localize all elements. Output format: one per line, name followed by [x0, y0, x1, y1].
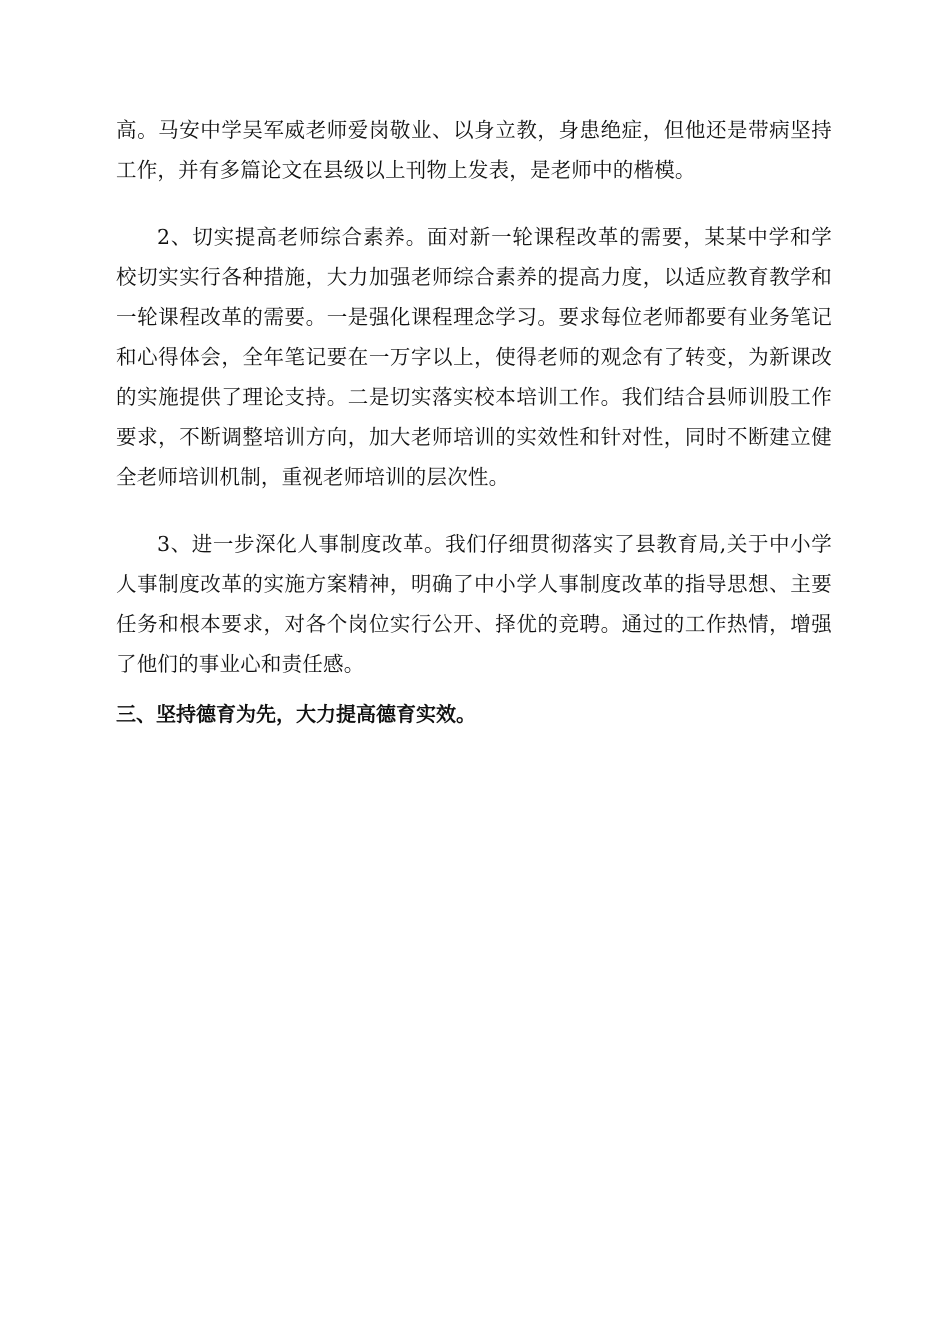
section-heading: 三、坚持德育为先，大力提高德育实效。 [116, 702, 476, 726]
document-body [116, 110, 832, 734]
paragraph-continuation: 高。马安中学吴军威老师爱岗敬业、以身立教，身患绝症，但他还是带病坚持工作，并有多篇论文在县级以上刊物上发表，是老师中的楷模。 [116, 118, 832, 182]
paragraph-teacher-quality: 2、切实提高老师综合素养。面对新一轮课程改革的需要，某某中学和学校切实实行各种措施，大力加强老师综合素养的提高力度，以适应教育教学和一轮课程改革的需要。一是强化课程理念学习。要求每位老师都要有业务笔记和心得体会，全年笔记要在一万字以上，使得老师的观念有了转变，为新课改的实施提供了理论支持。二是切实落实校本培训工作。我们结合县师训股工作要求，不断调整培训方向，加大老师培训的实效性和针对性，同时不断建立健全老师培训机制，重视老师培训的层次性。 [116, 225, 832, 489]
paragraph-personnel-reform: 3、进一步深化人事制度改革。我们仔细贯彻落实了县教育局,关于中小学人事制度改革的实施方案精神，明确了中小学人事制度改革的指导思想、主要任务和根本要求，对各个岗位实行公开、择优的竞聘。通过的工作热情，增强了他们的事业心和责任感。 [116, 532, 832, 676]
